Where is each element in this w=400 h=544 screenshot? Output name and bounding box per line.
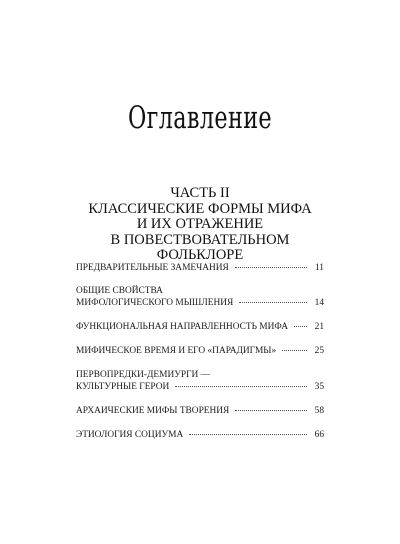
toc-page-number: 11: [314, 263, 324, 273]
toc-entry-title: КУЛЬТУРНЫЕ ГЕРОИ: [76, 382, 170, 392]
toc-entry[interactable]: [76, 321, 324, 333]
toc-page-number: 66: [314, 430, 324, 440]
toc-entry-title: ПРЕДВАРИТЕЛЬНЫЕ ЗАМЕЧАНИЯ: [76, 263, 229, 273]
toc-entry-line: [76, 405, 324, 417]
toc-entry[interactable]: [76, 285, 324, 309]
dot-leader: [175, 386, 306, 387]
page-title: Оглавление: [128, 100, 272, 136]
toc-entry-title: МИФИЧЕСКОЕ ВРЕМЯ И ЕГО «ПАРАДИГМЫ»: [76, 346, 277, 356]
toc-page-number: 25: [314, 346, 324, 356]
part-heading: [60, 186, 340, 264]
dot-leader: [235, 267, 307, 268]
toc-entry[interactable]: [76, 262, 324, 274]
dot-leader: [189, 434, 306, 435]
toc-entry-line: [76, 381, 324, 393]
toc-page-number: 58: [314, 406, 324, 416]
dot-leader: [282, 350, 306, 351]
toc-page-number: 35: [314, 382, 324, 392]
part-heading-line: ФОЛЬКЛОРЕ: [156, 247, 244, 263]
toc-entry-line: [76, 321, 324, 333]
toc-entry-line: [76, 297, 324, 309]
part-heading-line: ЧАСТЬ II: [170, 185, 230, 201]
toc-entry[interactable]: [76, 345, 324, 357]
toc-entry-title: ФУНКЦИОНАЛЬНАЯ НАПРАВЛЕННОСТЬ МИФА: [76, 322, 288, 332]
toc-entry[interactable]: [76, 369, 324, 393]
dot-leader: [239, 302, 306, 303]
toc-entry-line: [76, 262, 324, 274]
toc-entry[interactable]: [76, 405, 324, 417]
toc-entry-line: [76, 345, 324, 357]
toc-entry[interactable]: [76, 429, 324, 441]
part-heading-line: В ПОВЕСТВОВАТЕЛЬНОМ: [110, 231, 290, 248]
toc-entry-line: [76, 429, 324, 441]
toc-entry-title: ЭТИОЛОГИЯ СОЦИУМА: [76, 430, 184, 440]
toc-entry-title-line1: ПЕРВОПРЕДКИ-ДЕМИУРГИ —: [76, 370, 210, 380]
dot-leader: [294, 326, 307, 327]
toc-entry-title: АРХАИЧЕСКИЕ МИФЫ ТВОРЕНИЯ: [76, 406, 230, 416]
toc-entry-title-line1: ОБЩИЕ СВОЙСТВА: [76, 286, 163, 296]
part-heading-line: И ИХ ОТРАЖЕНИЕ: [136, 216, 264, 232]
toc-page-number: 21: [314, 322, 324, 332]
toc-entry-title: МИФОЛОГИЧЕСКОГО МЫШЛЕНИЯ: [76, 298, 234, 308]
part-heading-line: КЛАССИЧЕСКИЕ ФОРМЫ МИФА: [88, 200, 312, 217]
toc-page-number: 14: [314, 298, 324, 308]
dot-leader: [235, 410, 306, 411]
